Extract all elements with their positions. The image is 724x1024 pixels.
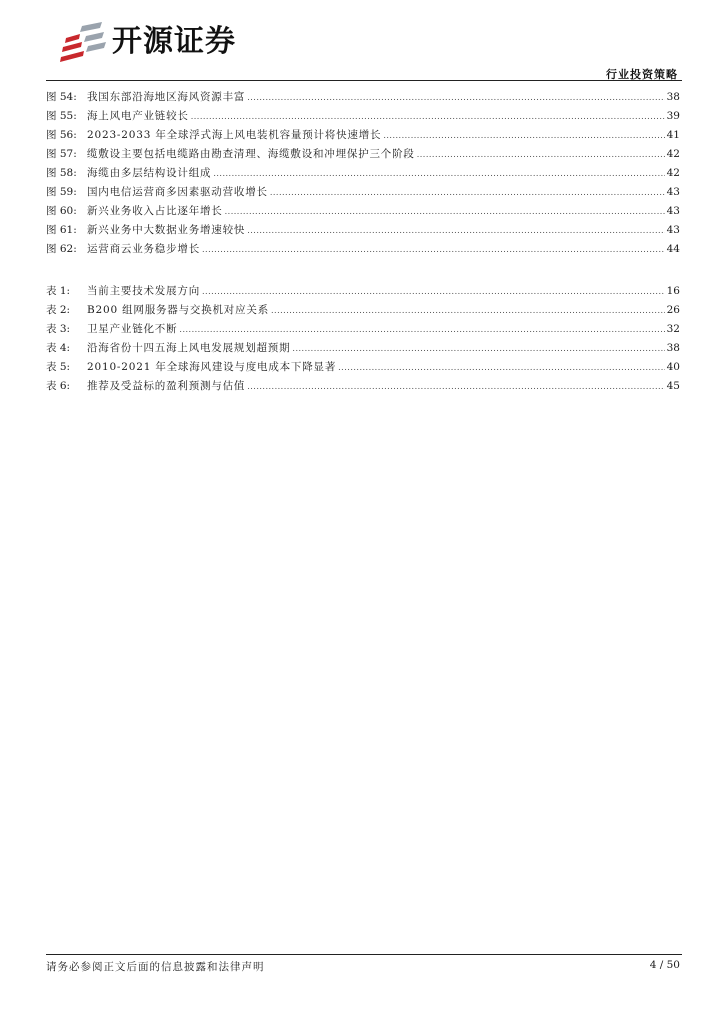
footer-page-number: 4 / 50: [649, 959, 680, 971]
toc-row[interactable]: [46, 321, 680, 340]
page-number: 38: [666, 342, 680, 354]
page-number: 42: [666, 167, 680, 179]
table-list: [46, 283, 680, 397]
table-title: 2010-2021 年全球海风建设与度电成本下降显著: [87, 361, 337, 373]
leader-dots: [191, 112, 665, 121]
table-label: 表 3:: [46, 323, 71, 335]
leader-dots: [292, 344, 664, 353]
leader-dots: [213, 169, 664, 178]
page-number: 43: [666, 186, 680, 198]
header-divider: [46, 80, 682, 81]
table-title: B200 组网服务器与交换机对应关系: [87, 304, 269, 316]
page-number: 43: [666, 224, 680, 236]
footer-divider: [46, 954, 682, 955]
leader-dots: [247, 382, 664, 391]
figure-title: 海上风电产业链较长: [87, 110, 189, 122]
toc-row[interactable]: [46, 241, 680, 260]
page-number: 38: [666, 91, 680, 103]
toc-row[interactable]: [46, 340, 680, 359]
page-number: 43: [666, 205, 680, 217]
figure-title: 新兴业务收入占比逐年增长: [87, 205, 223, 217]
toc-row[interactable]: [46, 184, 680, 203]
toc-row[interactable]: [46, 378, 680, 397]
table-title: 沿海省份十四五海上风电发展规划超预期: [87, 342, 291, 354]
figure-label: 图 61:: [46, 224, 77, 236]
table-label: 表 6:: [46, 380, 71, 392]
toc-row[interactable]: [46, 359, 680, 378]
toc-row[interactable]: [46, 203, 680, 222]
page-number: 26: [666, 304, 680, 316]
leader-dots: [417, 150, 665, 159]
toc-row[interactable]: [46, 146, 680, 165]
figure-title: 我国东部沿海地区海风资源丰富: [87, 91, 246, 103]
page-number: 45: [666, 380, 680, 392]
figure-title: 缆敷设主要包括电缆路由勘查清理、海缆敷设和冲埋保护三个阶段: [87, 148, 415, 160]
table-label: 表 1:: [46, 285, 71, 297]
figure-list: [46, 89, 680, 260]
table-title: 当前主要技术发展方向: [87, 285, 200, 297]
page-number: 32: [666, 323, 680, 335]
toc-row[interactable]: [46, 302, 680, 321]
figure-title: 海缆由多层结构设计组成: [87, 167, 212, 179]
logo-text: 开源证券: [112, 24, 236, 59]
figure-label: 图 58:: [46, 167, 77, 179]
company-logo: [58, 22, 236, 62]
leader-dots: [383, 131, 664, 140]
table-title: 卫星产业链化不断: [87, 323, 178, 335]
page-number: 42: [666, 148, 680, 160]
leader-dots: [271, 306, 665, 315]
figure-title: 运营商云业务稳步增长: [87, 243, 200, 255]
page-number: 39: [666, 110, 680, 122]
leader-dots: [225, 207, 665, 216]
leader-dots: [270, 188, 665, 197]
toc-row[interactable]: [46, 283, 680, 302]
leader-dots: [202, 245, 665, 254]
toc-row[interactable]: [46, 222, 680, 241]
toc-row[interactable]: [46, 165, 680, 184]
page-number: 16: [666, 285, 680, 297]
page-number: 44: [666, 243, 680, 255]
figure-label: 图 54:: [46, 91, 77, 103]
leader-dots: [202, 287, 665, 296]
leader-dots: [338, 363, 664, 372]
table-title: 推荐及受益标的盈利预测与估值: [87, 380, 246, 392]
figure-title: 国内电信运营商多因素驱动营收增长: [87, 186, 268, 198]
table-label: 表 4:: [46, 342, 71, 354]
toc-row[interactable]: [46, 127, 680, 146]
figure-label: 图 57:: [46, 148, 77, 160]
page-number: 41: [666, 129, 680, 141]
figure-label: 图 55:: [46, 110, 77, 122]
table-label: 表 2:: [46, 304, 71, 316]
page-number: 40: [666, 361, 680, 373]
figure-label: 图 59:: [46, 186, 77, 198]
footer-disclaimer: 请务必参阅正文后面的信息披露和法律声明: [46, 961, 265, 973]
leader-dots: [247, 226, 664, 235]
figure-title: 2023-2033 年全球浮式海上风电装机容量预计将快速增长: [87, 129, 382, 141]
table-label: 表 5:: [46, 361, 71, 373]
figure-label: 图 62:: [46, 243, 77, 255]
logo-mark-icon: [58, 22, 108, 62]
toc-row[interactable]: [46, 89, 680, 108]
figure-label: 图 56:: [46, 129, 77, 141]
leader-dots: [247, 93, 664, 102]
figure-title: 新兴业务中大数据业务增速较快: [87, 224, 246, 236]
leader-dots: [179, 325, 664, 334]
document-type: 行业投资策略: [606, 68, 678, 81]
figure-label: 图 60:: [46, 205, 77, 217]
toc-row[interactable]: [46, 108, 680, 127]
